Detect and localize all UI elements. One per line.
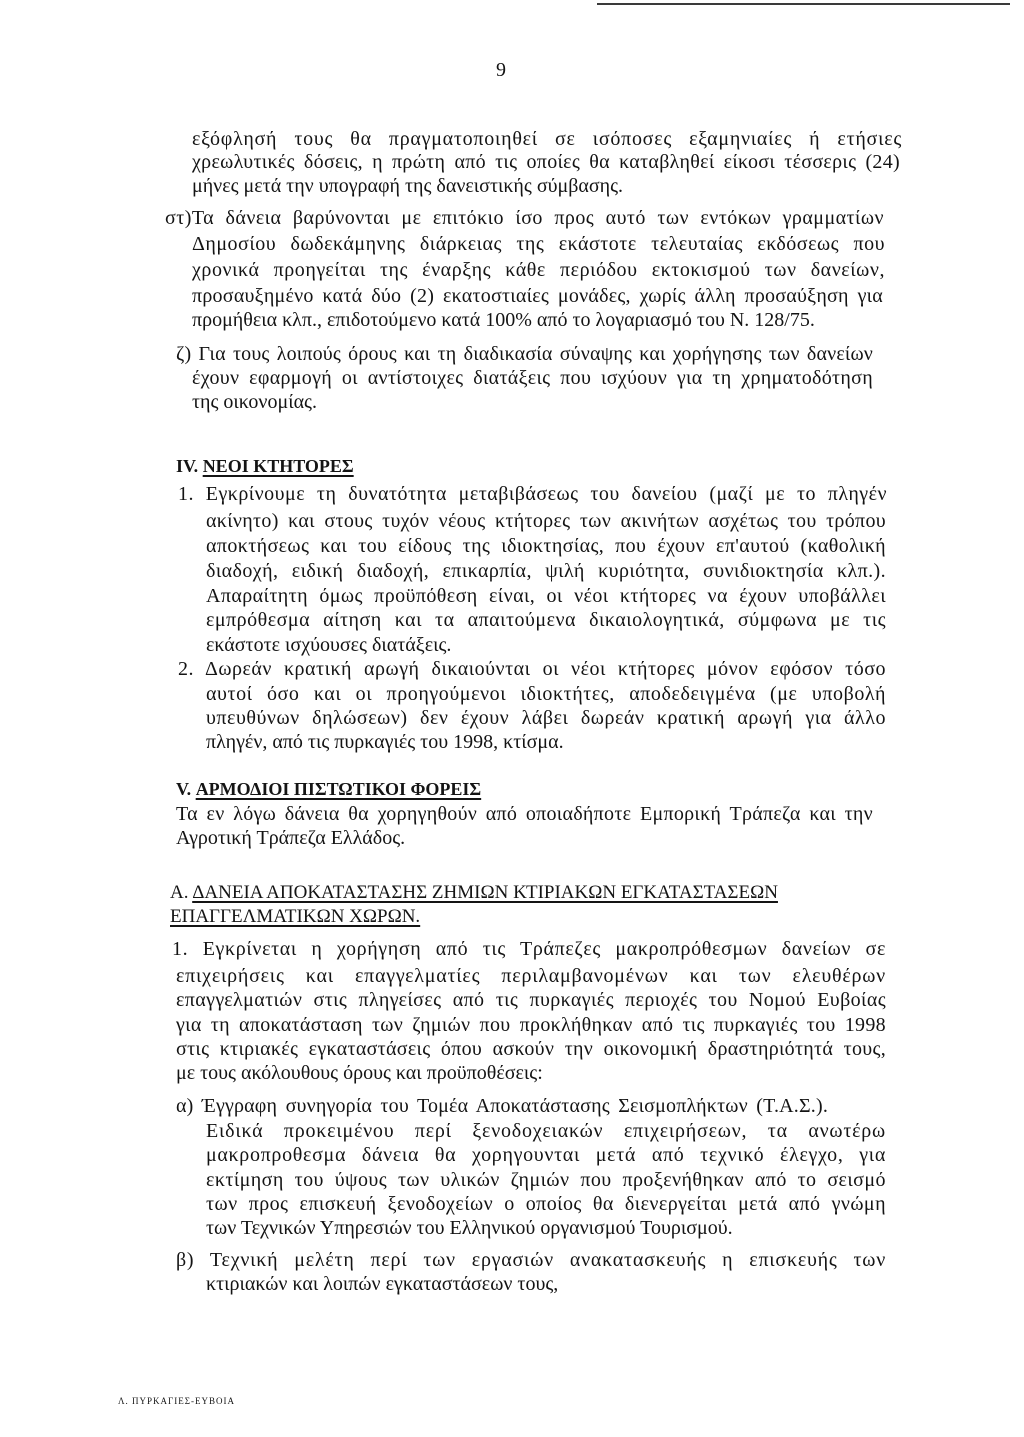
text-line: εκτίμηση του ύψους των υλικών ζημιών που προξενήθηκαν από το σεισμό — [206, 1169, 886, 1191]
scan-edge-line — [597, 3, 1010, 5]
text-line: ακίνητο) και στους τυχόν νέους κτήτορες των ακινήτων ασχέτως του τρόπου — [206, 510, 886, 532]
text-line: Απαραίτητη όμως προϋπόθεση είναι, οι νέοι κτήτορες να έχουν υποβάλλει — [206, 585, 886, 607]
section-iv-heading — [176, 454, 476, 478]
section-v-title: ΑΡΜΟΔΙΟΙ ΠΙΣΤΩΤΙΚΟΙ ΦΟΡΕΙΣ — [195, 779, 482, 799]
text-line: έχουν εφαρμογή οι αντίστοιχες διατάξεις που ισχύουν για τη χρηματοδότηση — [192, 367, 873, 389]
text-line: α) Έγγραφη συνηγορία του Τομέα Αποκατάστασης Σεισμοπλήκτων (Τ.Α.Σ.). — [176, 1095, 828, 1117]
section-a-heading — [170, 881, 870, 905]
text-line: πληγέν, από τις πυρκαγιές του 1998, κτίσμα. — [206, 731, 564, 753]
text-line: ζ) Για τους λοιπούς όρους και τη διαδικασία σύναψης και χορήγησης των δανείων — [176, 343, 873, 365]
text-line: για τη αποκατάσταση των ζημιών που προκλήθηκαν από τις πυρκαγιές του 1998 — [176, 1014, 886, 1036]
text-line: επιχειρήσεις και επαγγελματίες περιλαμβανομένων και των ελευθέρων — [176, 965, 886, 987]
section-iv-title: ΝΕΟΙ ΚΤΗΤΟΡΕΣ — [202, 456, 354, 476]
text-line: στις κτιριακές εγκαταστάσεις όπου ασκούν την οικονομική δραστηριότητά τους, — [176, 1038, 886, 1060]
text-line: Αγροτική Τράπεζα Ελλάδος. — [176, 827, 406, 849]
text-line: των Τεχνικών Υπηρεσιών του Ελληνικού οργανισμού Τουρισμού. — [206, 1217, 733, 1239]
section-iv-numeral: IV. — [176, 456, 199, 476]
text-line: προσαυξημένο κατά δύο (2) εκατοστιαίες μονάδες, χωρίς άλλη προσαύξηση για — [192, 285, 883, 307]
section-a-heading-continued — [170, 905, 570, 929]
text-line: αυτοί όσο και οι προηγούμενοι ιδιοκτήτες, αποδεδειγμένα (με υποβολή — [206, 683, 886, 705]
text-line: εμπρόθεσμα αίτηση και τα απαιτούμενα δικαιολογητικά, σύμφωνα με τις — [206, 609, 886, 631]
section-a-title-line: ΔΑΝΕΙΑ ΑΠΟΚΑΤΑΣΤΑΣΗΣ ΖΗΜΙΩΝ ΚΤΙΡΙΑΚΩΝ ΕΓΚΑΤΑΣΤΑΣΕΩΝ — [192, 882, 778, 903]
text-line: Τα εν λόγω δάνεια θα χορηγηθούν από οποιαδήποτε Εμπορική Τράπεζα και την — [176, 803, 873, 825]
section-a-letter: Α. — [170, 882, 189, 903]
text-line: μακροπροθεσμα δάνεια θα χορηγουνται μετά από τεχνικό έλεγχο, για — [206, 1144, 886, 1166]
text-line: χρονικά προηγείται της έναρξης κάθε περιόδου εκτοκισμού των δανείων, — [192, 259, 885, 281]
text-line: υπευθύνων δηλώσεων) δεν έχουν λάβει δωρεάν κρατική αρωγή για άλλο — [206, 707, 886, 729]
section-v-numeral: V. — [176, 779, 192, 799]
text-line: Ειδικά προκειμένου περί ξενοδοχειακών επιχειρήσεων, τα ανωτέρω — [206, 1120, 886, 1142]
text-line: 1. Εγκρίνουμε τη δυνατότητα μεταβιβάσεως του δανείου (μαζί με το πληγέν — [178, 483, 887, 505]
text-line: εξόφλησή τους θα πραγματοποιηθεί σε ισόποσες εξαμηνιαίες ή ετήσιες — [192, 128, 902, 150]
section-v-heading — [176, 777, 576, 801]
text-line: χρεωλυτικές δόσεις, η πρώτη από τις οποίες θα καταβληθεί είκοσι τέσσερις (24) — [192, 151, 900, 173]
text-line: 1. Εγκρίνεται η χορήγηση από τις Τράπεζες μακροπρόθεσμων δανείων σε — [172, 938, 886, 960]
text-line: β) Τεχνική μελέτη περί των εργασιών ανακατασκευής η επισκευής των — [176, 1249, 886, 1271]
text-line: διαδοχή, ειδική διαδοχή, επικαρπία, ψιλή κυριότητα, συνιδιοκτησία κλπ.). — [206, 560, 886, 582]
text-line: μήνες μετά την υπογραφή της δανειστικής σύμβασης. — [192, 175, 624, 197]
text-line: της οικονομίας. — [192, 391, 317, 413]
text-line: αποκτήσεως και του είδους της ιδιοκτησίας, που έχουν επ'αυτού (καθολική — [206, 535, 886, 557]
footer-file-label: Λ. ΠΥΡΚΑΓΙΕΣ-ΕΥΒΟΙΑ — [118, 1396, 235, 1406]
text-line: με τους ακόλουθους όρους και προϋποθέσεις: — [176, 1062, 543, 1084]
page-number: 9 — [496, 59, 506, 81]
text-line: προμήθεια κλπ., επιδοτούμενο κατά 100% από το λογαριασμό του Ν. 128/75. — [192, 309, 815, 331]
section-a-title-line: ΕΠΑΓΓΕΛΜΑΤΙΚΩΝ ΧΩΡΩΝ. — [170, 906, 421, 927]
text-line: κτιριακών και λοιπών εγκαταστάσεων τους, — [206, 1273, 559, 1295]
text-line: 2. Δωρεάν κρατική αρωγή δικαιούνται οι νέοι κτήτορες μόνον εφόσον τόσο — [178, 658, 886, 680]
text-line: των προς επισκευή ξενοδοχείων ο οποίος θα διενεργείται μετά από γνώμη — [206, 1193, 886, 1215]
text-line: στ)Τα δάνεια βαρύνονται με επιτόκιο ίσο προς αυτό των εντόκων γραμματίων — [165, 207, 884, 229]
text-line: Δημοσίου δωδεκάμηνης διάρκειας της εκάστοτε τελευταίας εκδόσεως που — [192, 233, 885, 255]
text-line: εκάστοτε ισχύουσες διατάξεις. — [206, 634, 452, 656]
text-line: επαγγελματιών στις πληγείσες από τις πυρκαγιές περιοχές του Νομού Ευβοίας — [176, 989, 886, 1011]
